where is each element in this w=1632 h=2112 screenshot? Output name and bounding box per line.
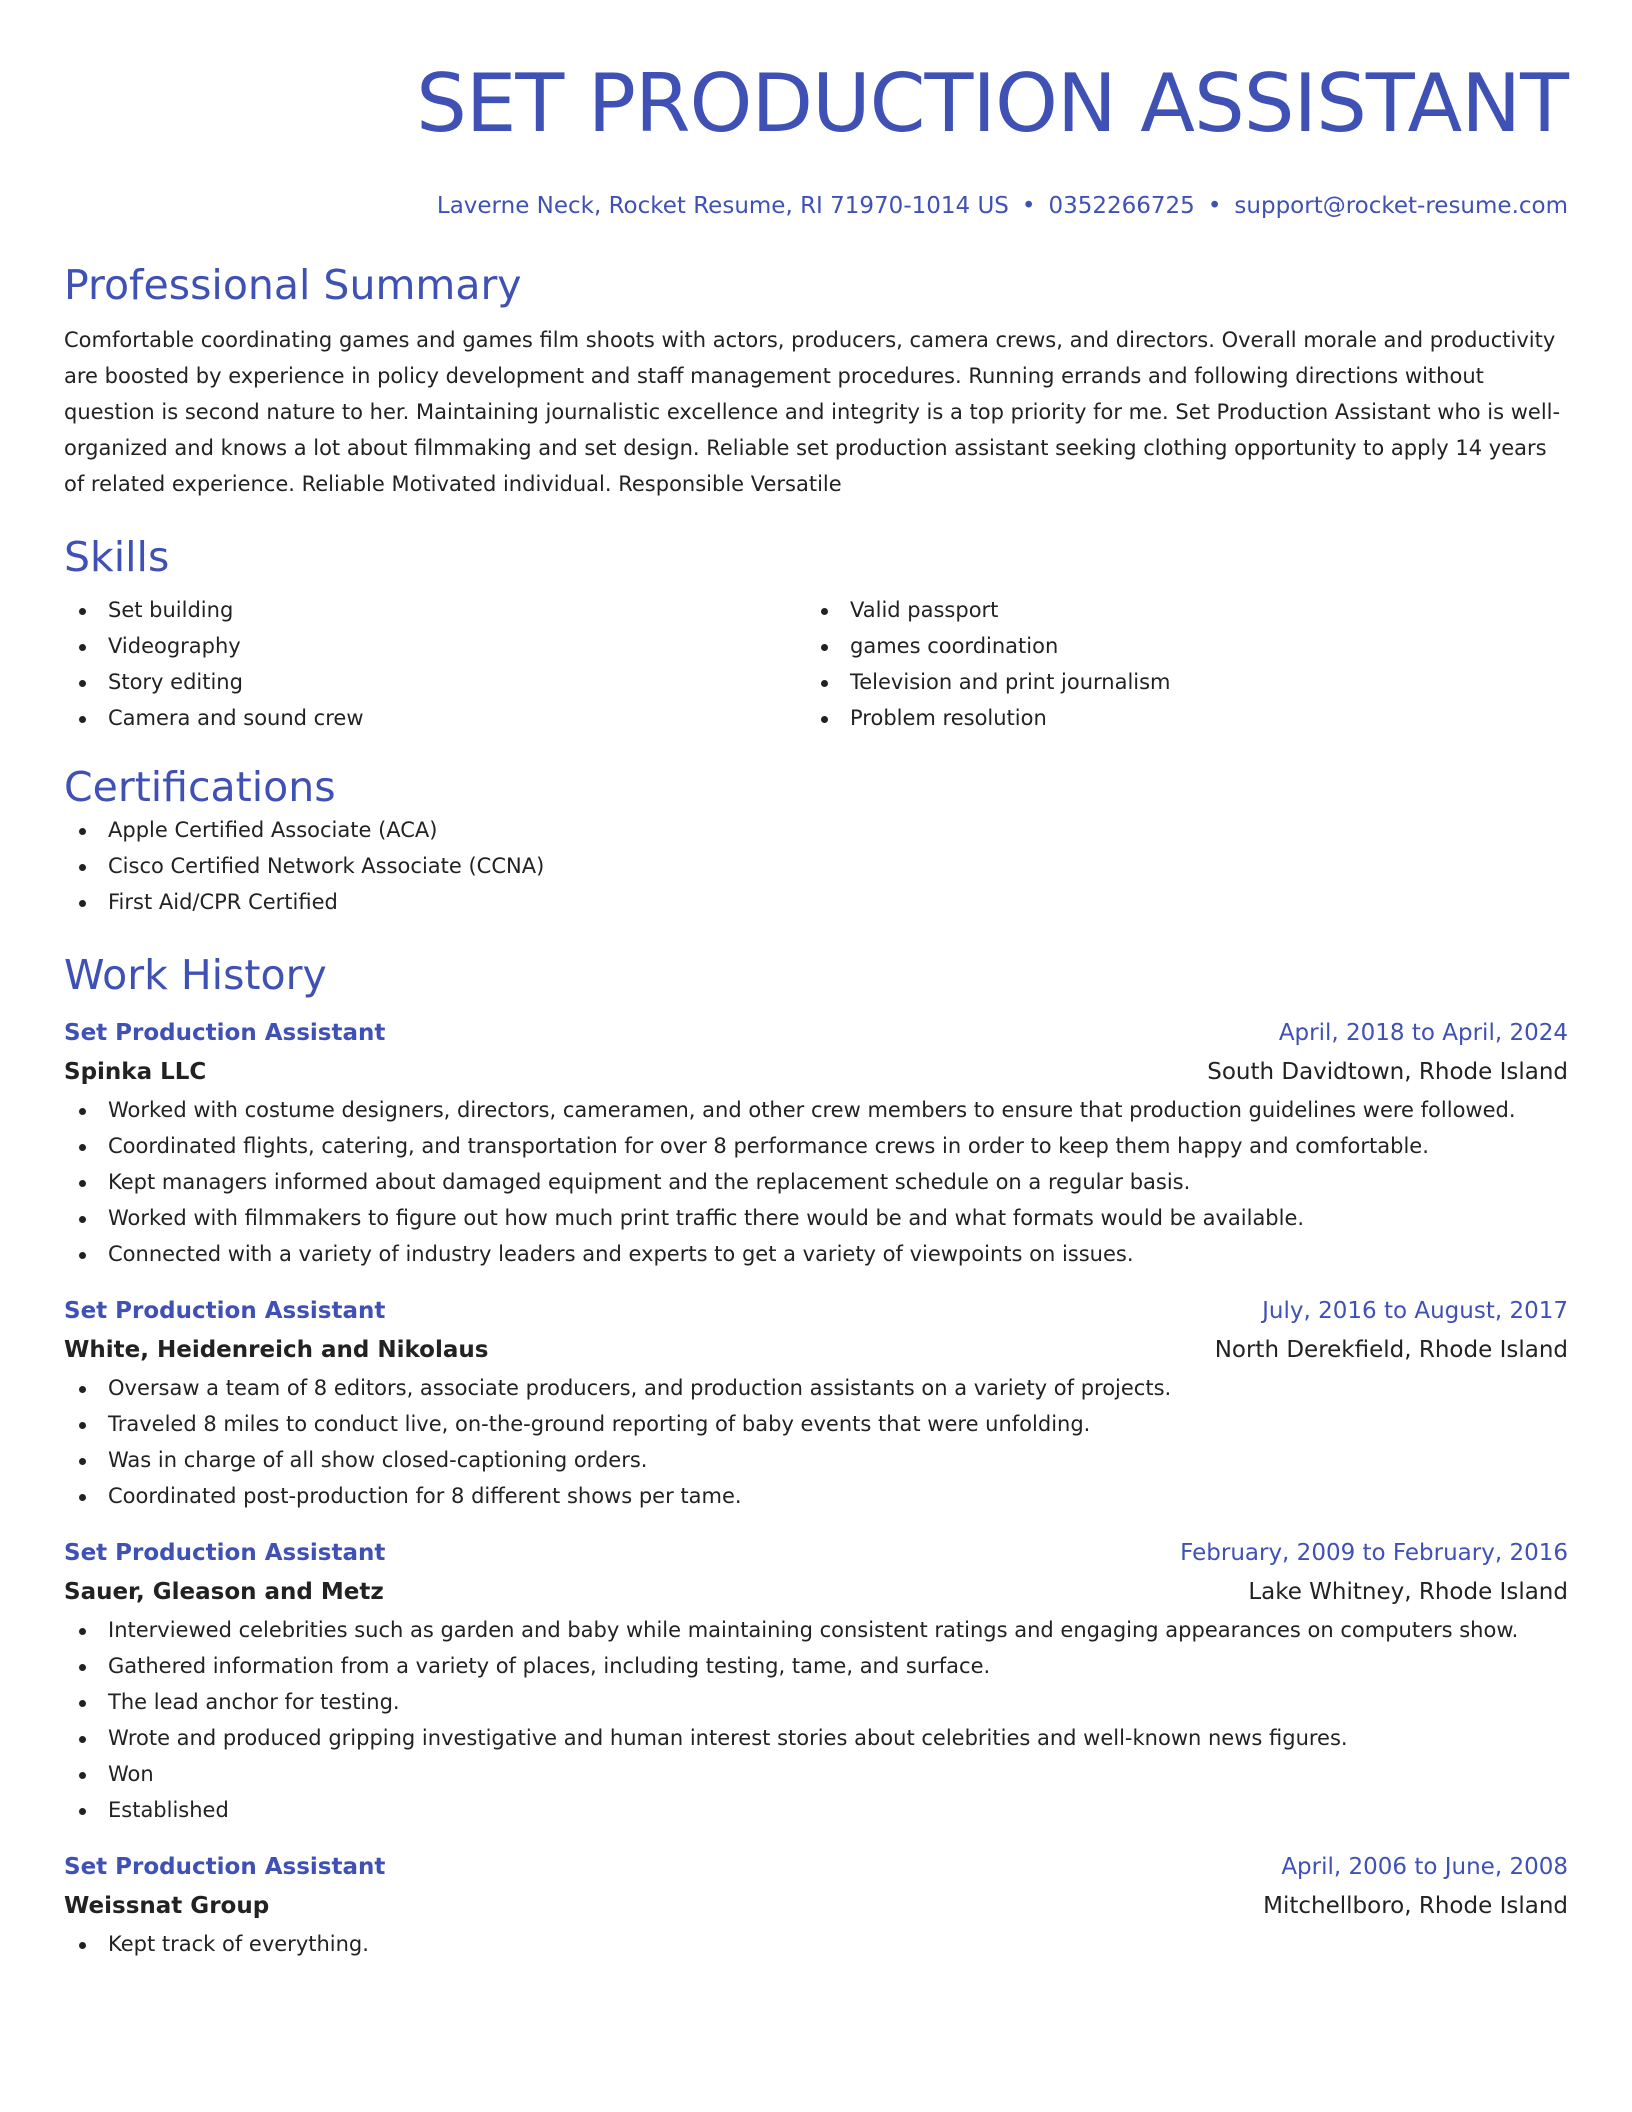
job-entry bbox=[64, 1534, 1568, 1828]
contact-phone: 0352266725 bbox=[1048, 193, 1195, 219]
job-bullet: Worked with costume designers, directors, cameramen, and other crew members to ensure that production guidelines were followed. bbox=[64, 1092, 1568, 1128]
job-dates: July, 2016 to August, 2017 bbox=[1262, 1298, 1568, 1324]
job-bullet: Coordinated flights, catering, and transportation for over 8 performance crews in order to keep them happy and comfortable. bbox=[64, 1128, 1568, 1164]
page-title: SET PRODUCTION ASSISTANT bbox=[416, 57, 1568, 150]
job-dates: April, 2006 to June, 2008 bbox=[1281, 1854, 1568, 1880]
job-entry bbox=[64, 1292, 1568, 1514]
job-bullets bbox=[64, 1926, 1568, 1962]
job-location: North Derekfield, Rhode Island bbox=[1214, 1337, 1568, 1363]
skill-item: Story editing bbox=[64, 664, 806, 700]
certification-item: Apple Certified Associate (ACA) bbox=[64, 812, 1568, 848]
job-subheader bbox=[64, 1886, 1568, 1926]
skill-item: games coordination bbox=[806, 628, 1568, 664]
job-company: Weissnat Group bbox=[64, 1893, 270, 1919]
contact-separator: • bbox=[1021, 193, 1036, 219]
job-bullets bbox=[64, 1612, 1568, 1828]
job-subheader bbox=[64, 1572, 1568, 1612]
work-history-heading: Work History bbox=[64, 951, 327, 999]
job-location: Lake Whitney, Rhode Island bbox=[1248, 1579, 1568, 1605]
job-bullet: Wrote and produced gripping investigative and human interest stories about celebrities and well-known news figures. bbox=[64, 1720, 1568, 1756]
certification-item: Cisco Certified Network Associate (CCNA) bbox=[64, 848, 1568, 884]
job-header bbox=[64, 1292, 1568, 1330]
job-header bbox=[64, 1534, 1568, 1572]
job-bullet: The lead anchor for testing. bbox=[64, 1684, 1568, 1720]
job-bullet: Won bbox=[64, 1756, 1568, 1792]
job-location: South Davidtown, Rhode Island bbox=[1207, 1059, 1568, 1085]
job-role: Set Production Assistant bbox=[64, 1540, 386, 1566]
job-role: Set Production Assistant bbox=[64, 1854, 386, 1880]
job-subheader bbox=[64, 1330, 1568, 1370]
job-bullet: Connected with a variety of industry leaders and experts to get a variety of viewpoints on issues. bbox=[64, 1236, 1568, 1272]
certifications-list bbox=[64, 812, 1568, 920]
job-bullets bbox=[64, 1370, 1568, 1514]
job-bullet: Gathered information from a variety of places, including testing, tame, and surface. bbox=[64, 1648, 1568, 1684]
contact-line bbox=[64, 190, 1568, 222]
summary-text: Comfortable coordinating games and games film shoots with actors, producers, camera crews, and directors. Overall morale and productivity are boosted by experience in policy development and staff management procedures. Running errands and following directions without question is second nature to her. Maintaining journalistic excellence and integrity is a top priority for me. Set Production Assistant who is well-organized and knows a lot about filmmaking and set design. Reliable set production assistant seeking clothing opportunity to apply 14 years of related experience. Reliable Motivated individual. Responsible Versatile bbox=[64, 328, 1561, 496]
job-entry bbox=[64, 1848, 1568, 1962]
skill-item: Camera and sound crew bbox=[64, 700, 806, 736]
skills-heading: Skills bbox=[64, 533, 170, 581]
contact-separator: • bbox=[1207, 193, 1222, 219]
job-company: Sauer, Gleason and Metz bbox=[64, 1579, 384, 1605]
job-header bbox=[64, 1848, 1568, 1886]
job-bullet: Kept managers informed about damaged equipment and the replacement schedule on a regular basis. bbox=[64, 1164, 1568, 1200]
skill-item: Set building bbox=[64, 592, 806, 628]
skills-list-left bbox=[64, 592, 806, 736]
summary-heading: Professional Summary bbox=[64, 261, 522, 309]
job-dates: April, 2018 to April, 2024 bbox=[1278, 1020, 1568, 1046]
skill-item: Valid passport bbox=[806, 592, 1568, 628]
job-bullet: Coordinated post-production for 8 different shows per tame. bbox=[64, 1478, 1568, 1514]
job-company: Spinka LLC bbox=[64, 1059, 207, 1085]
job-bullet: Kept track of everything. bbox=[64, 1926, 1568, 1962]
job-bullet: Oversaw a team of 8 editors, associate producers, and production assistants on a variety of projects. bbox=[64, 1370, 1568, 1406]
job-role: Set Production Assistant bbox=[64, 1298, 386, 1324]
contact-email: support@rocket-resume.com bbox=[1234, 193, 1568, 219]
job-subheader bbox=[64, 1052, 1568, 1092]
skill-item: Videography bbox=[64, 628, 806, 664]
skill-item: Television and print journalism bbox=[806, 664, 1568, 700]
job-header bbox=[64, 1014, 1568, 1052]
certification-item: First Aid/CPR Certified bbox=[64, 884, 1568, 920]
job-location: Mitchellboro, Rhode Island bbox=[1263, 1893, 1568, 1919]
skill-item: Problem resolution bbox=[806, 700, 1568, 736]
job-bullet: Was in charge of all show closed-captioning orders. bbox=[64, 1442, 1568, 1478]
skills-list-right bbox=[806, 592, 1568, 736]
job-bullet: Interviewed celebrities such as garden and baby while maintaining consistent ratings and engaging appearances on computers show. bbox=[64, 1612, 1568, 1648]
certifications-heading: Certifications bbox=[64, 763, 336, 811]
job-bullet: Worked with filmmakers to figure out how much print traffic there would be and what formats would be available. bbox=[64, 1200, 1568, 1236]
job-entry bbox=[64, 1014, 1568, 1272]
job-bullet: Traveled 8 miles to conduct live, on-the-ground reporting of baby events that were unfolding. bbox=[64, 1406, 1568, 1442]
job-bullet: Established bbox=[64, 1792, 1568, 1828]
job-dates: February, 2009 to February, 2016 bbox=[1180, 1540, 1568, 1566]
skills-grid bbox=[64, 592, 1568, 736]
contact-address: Laverne Neck, Rocket Resume, RI 71970-1014 US bbox=[436, 193, 1009, 219]
job-role: Set Production Assistant bbox=[64, 1020, 386, 1046]
job-company: White, Heidenreich and Nikolaus bbox=[64, 1337, 489, 1363]
job-bullets bbox=[64, 1092, 1568, 1272]
